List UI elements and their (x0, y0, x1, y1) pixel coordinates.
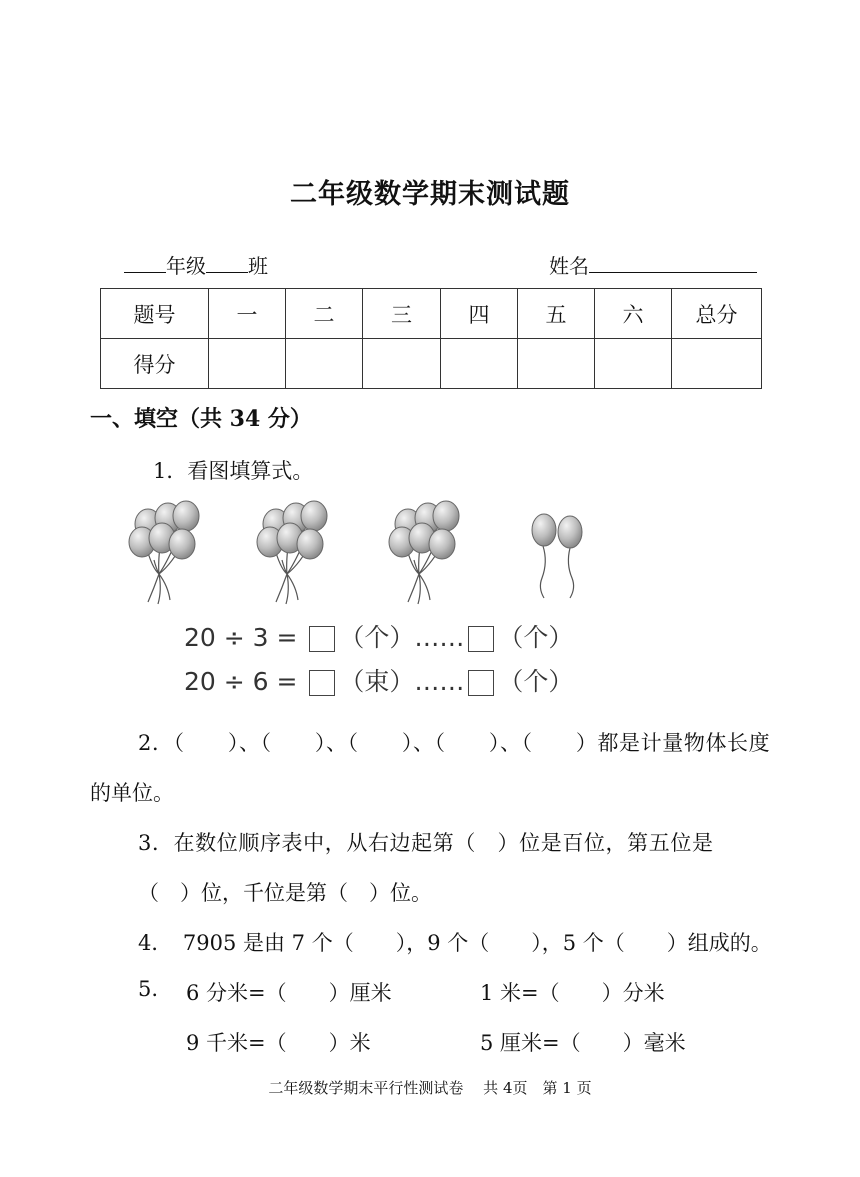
answer-box[interactable] (468, 670, 494, 696)
balloon-bunch-2-icon (257, 501, 327, 604)
score-table-score-row (101, 339, 762, 389)
header-cell-1: 一 (209, 289, 286, 339)
class-label: 班 (248, 254, 268, 278)
equation-2-unit-quotient: （束） (339, 667, 415, 696)
equation-1-expression: 20 ÷ 3 = (184, 623, 298, 652)
question-2-line-2: 的单位。 (90, 781, 174, 805)
equation-1-unit-remainder: （个） (498, 623, 574, 652)
page-footer: 二年级数学期末平行性测试卷 共 4页 第 1 页 (268, 1079, 592, 1097)
balloon-pair-icon (532, 514, 582, 598)
page-title: 二年级数学期末测试题 (290, 179, 570, 210)
equation-1-unit-quotient: （个） (339, 623, 415, 652)
name-blank[interactable] (589, 252, 757, 273)
equation-2-dots: …… (414, 667, 465, 696)
grade-class-line (124, 250, 268, 279)
answer-box[interactable] (309, 670, 335, 696)
header-cell-total: 总分 (672, 289, 762, 339)
score-cell-4[interactable] (441, 339, 518, 389)
question-1: 1．看图填算式。 (153, 459, 314, 483)
question-5-a: 6 分米=（ ）厘米 (186, 981, 392, 1005)
header-cell-3: 三 (363, 289, 441, 339)
header-cell-question: 题号 (101, 289, 209, 339)
name-label: 姓名 (549, 254, 589, 278)
question-5-b: 1 米=（ ）分米 (480, 981, 665, 1005)
balloon-bunch-3-icon (389, 501, 459, 604)
question-2-line-1: 2．（ ）、（ ）、（ ）、（ ）、（ ）都是计量物体长度 (138, 731, 771, 755)
score-cell-2[interactable] (286, 339, 363, 389)
header-cell-2: 二 (286, 289, 363, 339)
question-5-c: 9 千米=（ ）米 (186, 1031, 371, 1055)
equation-2-unit-remainder: （个） (498, 667, 574, 696)
score-cell-total[interactable] (672, 339, 762, 389)
class-blank[interactable] (206, 252, 248, 273)
question-3-line-1: 3．在数位顺序表中，从右边起第（ ）位是百位，第五位是 (138, 831, 714, 855)
grade-blank[interactable] (124, 252, 166, 273)
answer-box[interactable] (468, 626, 494, 652)
equation-2 (184, 662, 573, 698)
equation-2-expression: 20 ÷ 6 = (184, 667, 298, 696)
question-4: 4． 7905 是由 7 个（ ），9 个（ ），5 个（ ）组成的。 (138, 931, 772, 955)
question-5-number: 5. (138, 977, 159, 1001)
score-cell-5[interactable] (518, 339, 595, 389)
score-table (100, 288, 762, 389)
balloon-bunch-1-icon (129, 501, 199, 604)
score-cell-1[interactable] (209, 339, 286, 389)
score-row-label: 得分 (101, 339, 209, 389)
grade-label: 年级 (166, 254, 206, 278)
balloons-illustration (118, 496, 598, 606)
question-5-d: 5 厘米=（ ）毫米 (480, 1031, 686, 1055)
header-cell-4: 四 (441, 289, 518, 339)
section-title: 一、填空（共 34 分） (90, 406, 312, 432)
score-cell-6[interactable] (595, 339, 672, 389)
answer-box[interactable] (309, 626, 335, 652)
question-3-line-2: （ ）位，千位是第（ ）位。 (138, 881, 432, 905)
score-table-header-row (101, 289, 762, 339)
score-cell-3[interactable] (363, 339, 441, 389)
name-line (549, 250, 757, 279)
header-cell-5: 五 (518, 289, 595, 339)
equation-1-dots: …… (414, 623, 465, 652)
header-cell-6: 六 (595, 289, 672, 339)
equation-1 (184, 618, 573, 654)
